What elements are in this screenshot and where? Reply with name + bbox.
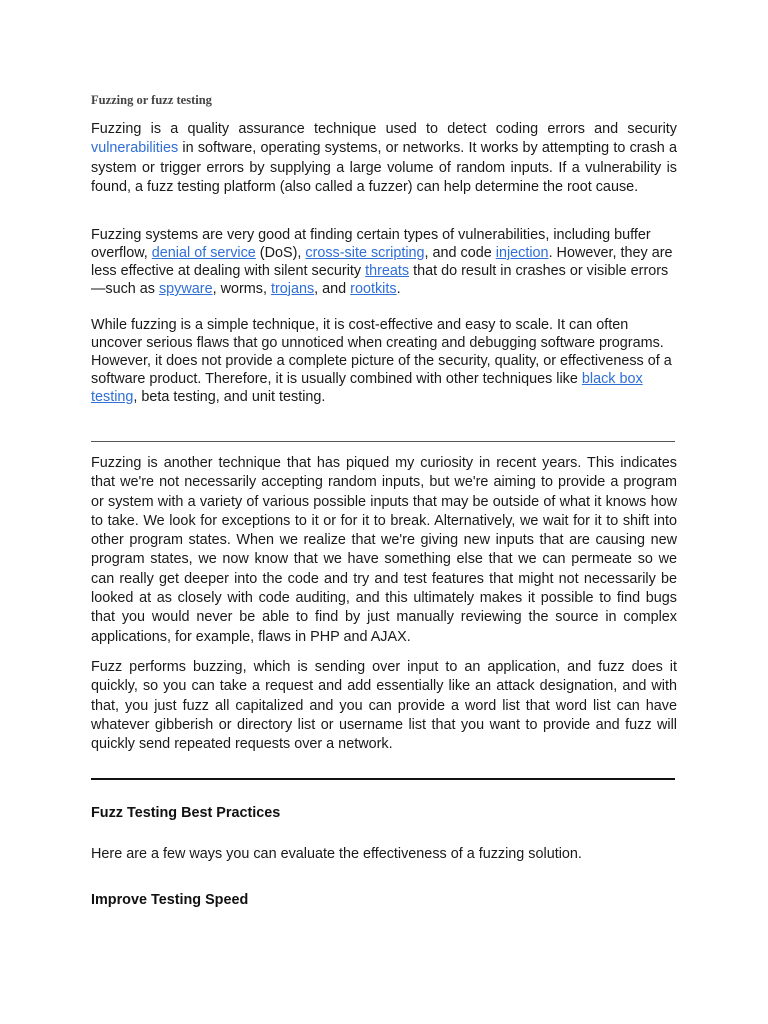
link-black-box-testing[interactable]: black box testing <box>91 371 643 405</box>
text-run: , and <box>314 281 351 297</box>
paragraph-fuzz-buzzing: Fuzz performs buzzing, which is sending over input to an application, and fuzz does it quickly, so you can take a request and add essentially like an attack designation, and with that, you just fuzz all capitalized and you can provide a word list that word list can have whatever gibberish or directory list or username list that you want to provide and fuzz will quickly send repeated requests over a network. <box>91 659 677 753</box>
link-threats[interactable]: threats <box>365 263 410 279</box>
heading-improve-speed: Improve Testing Speed <box>91 892 249 908</box>
link-spyware[interactable]: spyware <box>158 281 213 297</box>
divider-thin <box>91 441 675 442</box>
text-run: . However, they are less effective at dealing with silent security <box>91 245 673 279</box>
text-run: Fuzzing systems are very good at finding certain types of vulnerabilities, including buffer overflow, <box>91 227 651 261</box>
paragraph-evaluate: Here are a few ways you can evaluate the effectiveness of a fuzzing solution. <box>91 846 582 862</box>
paragraph-intro <box>91 120 677 197</box>
link-cross-site-scripting[interactable]: cross-site scripting <box>305 245 425 261</box>
link-vulnerabilities[interactable]: vulnerabilities <box>91 140 179 157</box>
paragraph-curiosity: Fuzzing is another technique that has piqued my curiosity in recent years. This indicates that we're not necessarily accepting random inputs, but we're aiming to provide a program or system with a variety of various possible inputs that may be outside of what it knows how to take. We look for exceptions to it or for it to break. Alternatively, we wait for it to shift into other program states. When we realize that we're giving new inputs that are causing new program states, we now know that we have something else that we can permeate so we can really get deeper into the code and try and test features that might not necessarily be looked at as closely with code auditing, and this ultimately makes it possible to find bugs that you would never be able to find by just manually reviewing the source in complex applications, for example, flaws in PHP and AJAX. <box>91 455 677 645</box>
link-injection[interactable]: injection <box>495 245 549 261</box>
text-run: Fuzzing is a quality assurance technique used to detect coding errors and security <box>91 121 677 137</box>
text-run: . <box>396 281 401 297</box>
link-denial-of-service[interactable]: denial of service <box>151 245 256 261</box>
paragraph-cost-effective <box>91 316 677 406</box>
text-run: , worms, <box>212 281 271 297</box>
divider-thick <box>91 778 675 780</box>
text-run: in software, operating systems, or networks. It works by attempting to crash a system or trigger errors by supplying a large volume of random inputs. If a vulnerability is found, a fuzz testing platform (also called a fuzzer) can help determine the root cause. <box>91 140 677 195</box>
text-run: (DoS), <box>255 245 306 261</box>
link-trojans[interactable]: trojans <box>270 281 315 297</box>
text-run: , beta testing, and unit testing. <box>133 389 326 405</box>
text-run: that do result in crashes or visible errors—such as <box>91 263 669 297</box>
heading-best-practices: Fuzz Testing Best Practices <box>91 805 281 821</box>
document-title: Fuzzing or fuzz testing <box>91 93 212 107</box>
link-rootkits[interactable]: rootkits <box>350 281 397 297</box>
text-run: While fuzzing is a simple technique, it is cost-effective and easy to scale. It can often uncover serious flaws that go unnoticed when creating and debugging software programs. However, it does not provide a complete picture of the security, quality, or effectiveness of a software product. Therefore, it is usually combined with other techniques like <box>91 317 672 387</box>
text-run: , and code <box>424 245 496 261</box>
paragraph-fuzzing-systems <box>91 226 677 298</box>
